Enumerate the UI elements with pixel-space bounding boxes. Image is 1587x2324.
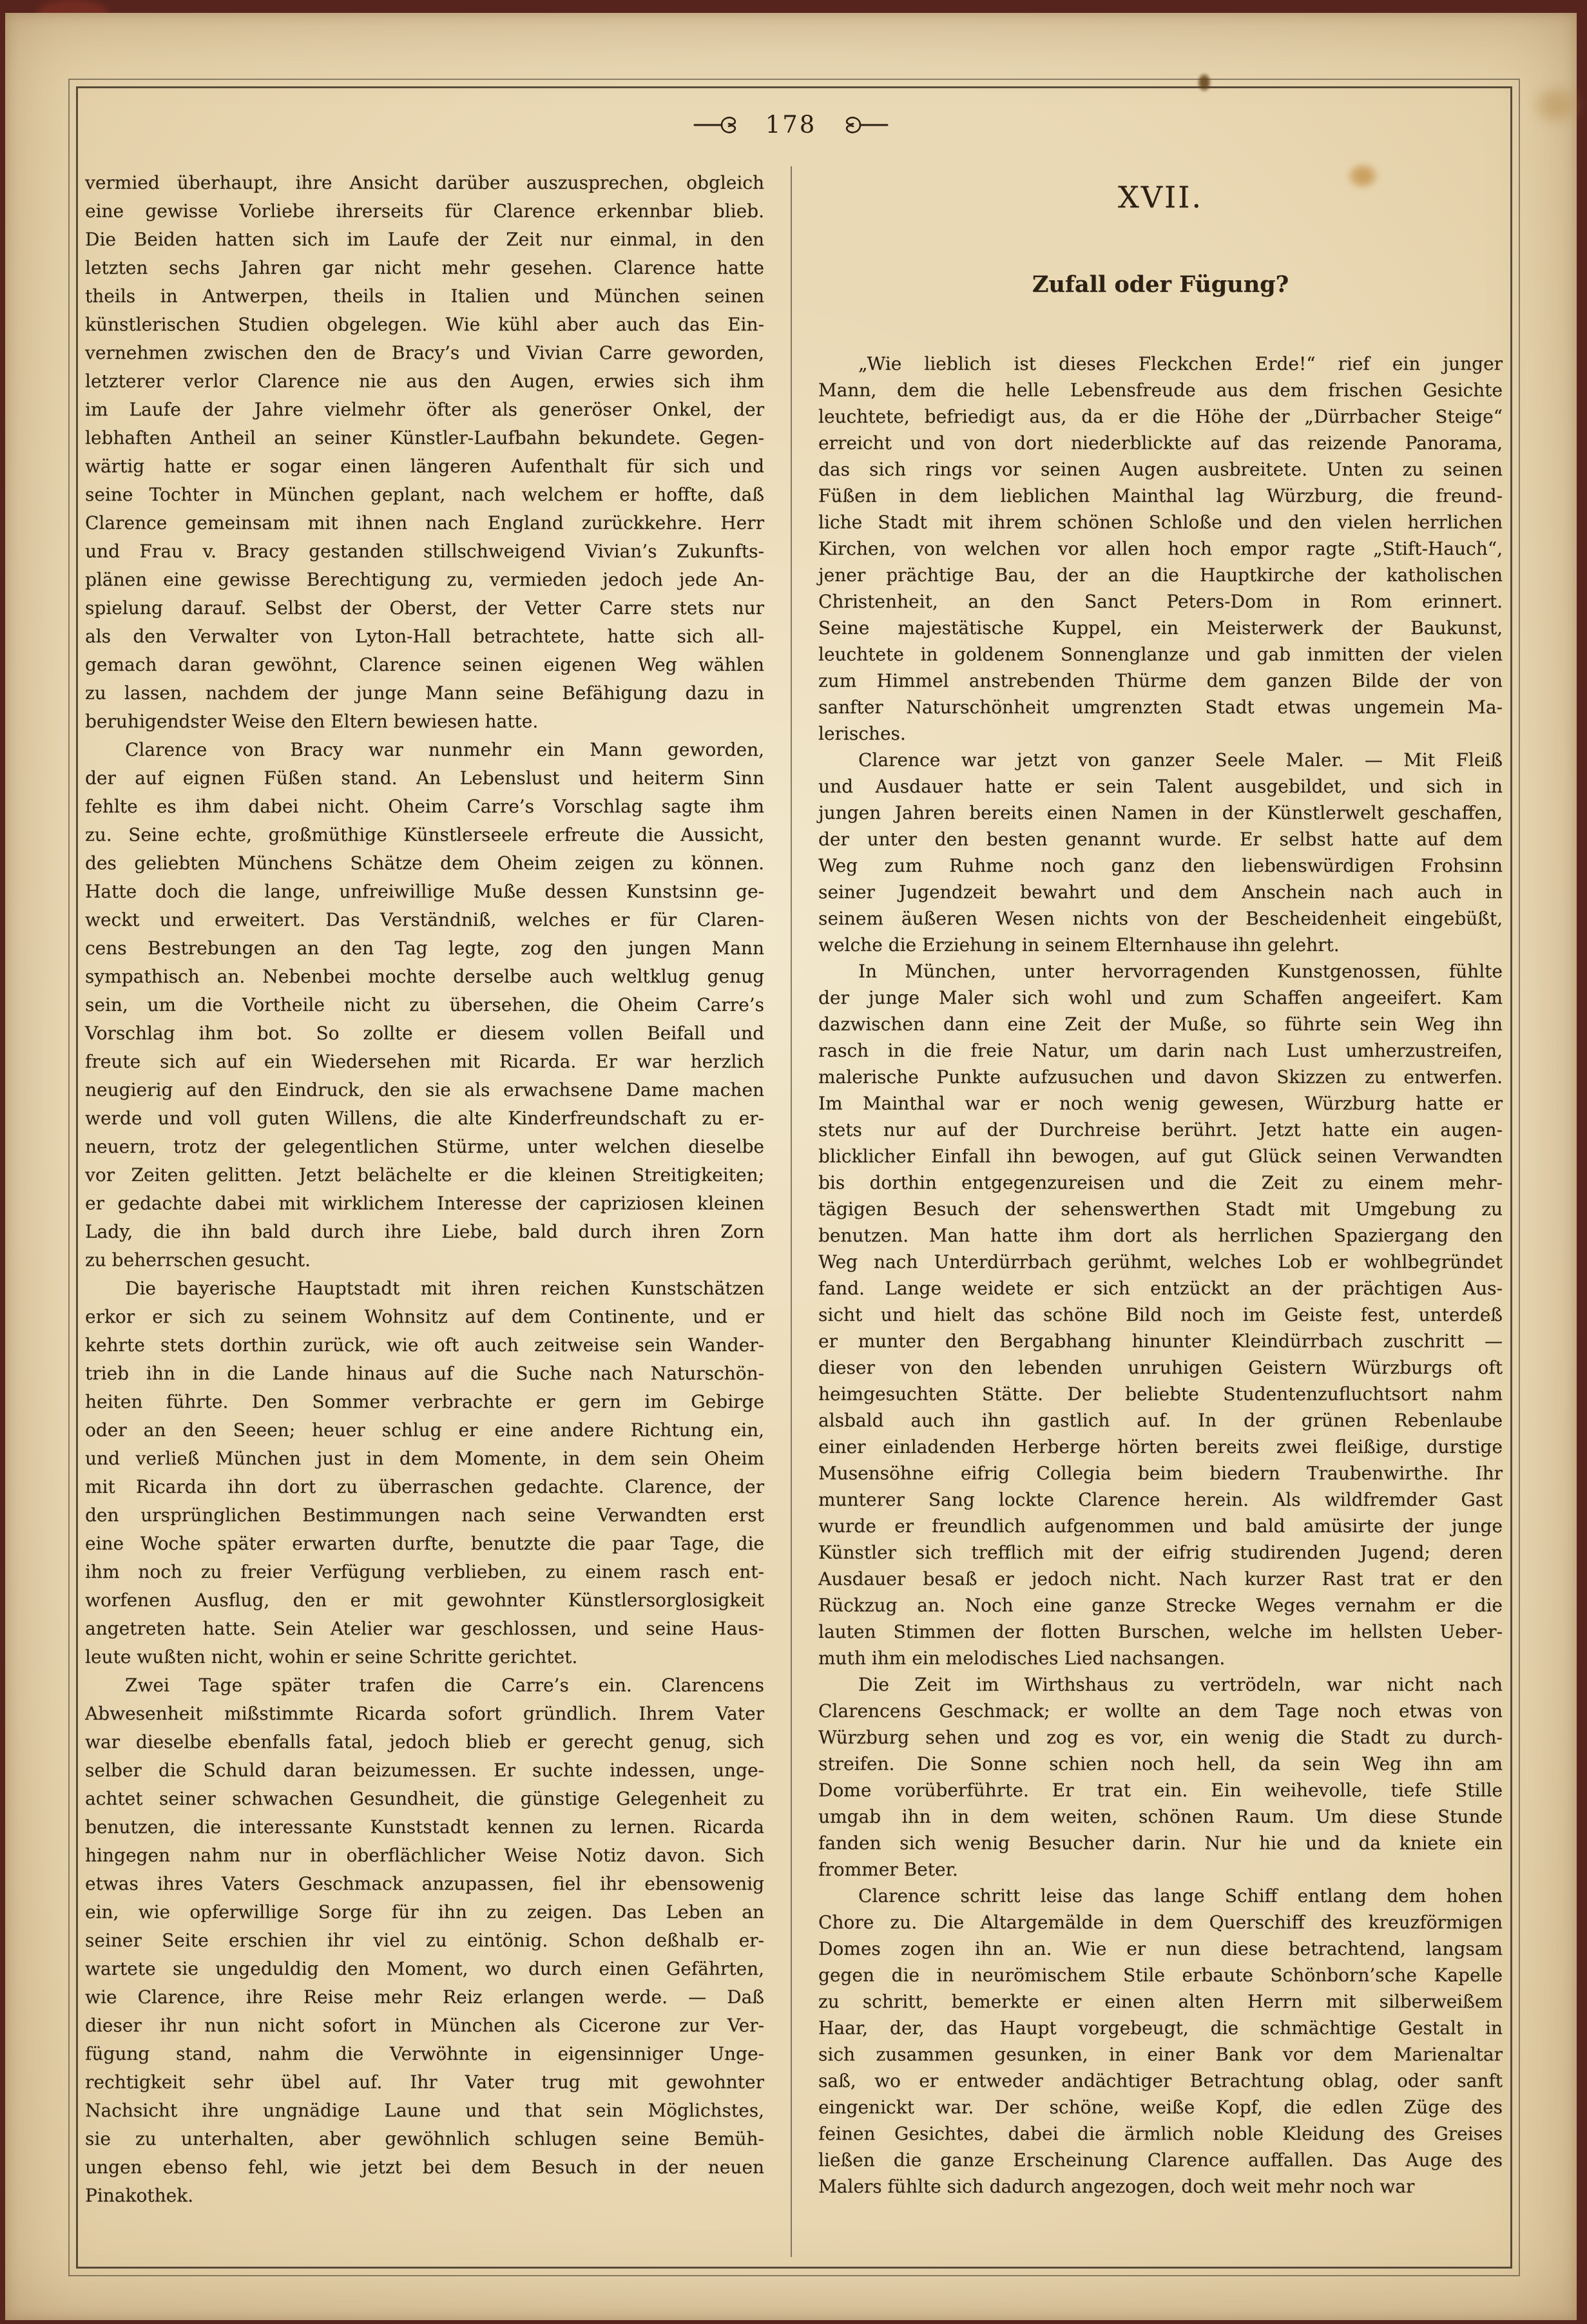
text-line: theils in Antwerpen, theils in Italien und München seinen — [85, 285, 764, 307]
text-line: zu lassen, nachdem der junge Mann seine Befähigung dazu in — [85, 682, 764, 704]
paragraph — [818, 1671, 1503, 1883]
text-line: Weg nach Unterdürrbach gerühmt, welches Lob er wohlbegründet — [818, 1251, 1503, 1272]
text-line: dazwischen dann eine Zeit der Muße, so führte sein Weg ihn — [818, 1013, 1503, 1035]
text-line: Pinakothek. — [85, 2185, 194, 2206]
text-line: feinen Gesichtes, dabei die ärmlich noble Kleidung des Greises — [818, 2123, 1503, 2144]
text-line: saß, wo er entweder andächtiger Betrachtung oblag, oder sanft — [818, 2070, 1503, 2091]
text-line: Clarencens Geschmack; er wollte an dem Tage noch etwas von — [818, 1700, 1503, 1722]
text-line: sanfter Naturschönheit umgrenzten Stadt etwas ungemein Ma- — [818, 696, 1503, 718]
text-line: In München, unter hervorragenden Kunstgenossen, fühlte — [858, 961, 1503, 982]
text-line: Zwei Tage später trafen die Carre’s ein. Clarencens — [125, 1675, 764, 1696]
text-line: tägigen Besuch der sehenswerthen Stadt mit Umgebung zu — [818, 1198, 1503, 1220]
text-line: benutzen. Man hatte ihm dort als herrlichen Spaziergang den — [818, 1225, 1503, 1246]
text-line: letzten sechs Jahren gar nicht mehr gesehen. Clarence hatte — [85, 257, 764, 278]
text-line: trieb ihn in die Lande hinaus auf die Suche nach Naturschön- — [85, 1363, 764, 1384]
text-line: plänen eine gewisse Berechtigung zu, vermieden jedoch jede An- — [85, 569, 764, 590]
page-number: 178 — [765, 111, 817, 139]
text-line: des geliebten Münchens Schätze dem Oheim zeigen zu können. — [85, 852, 764, 874]
chapter-title: Zufall oder Fügung? — [1032, 271, 1289, 298]
text-line: und verließ München just in dem Momente, in dem sein Oheim — [85, 1448, 764, 1469]
text-line: gegen die in neurömischem Stile erbaute Schönborn’sche Kapelle — [818, 1964, 1503, 1986]
text-line: Rückzug an. Noch eine ganze Strecke Weges vernahm er die — [818, 1595, 1503, 1616]
text-line: Domes zogen ihn an. Wie er nun diese betrachtend, langsam — [818, 1938, 1503, 1959]
text-line: gemach daran gewöhnt, Clarence seinen eigenen Weg wählen — [85, 654, 764, 675]
text-line: dieser von den lebenden unruhigen Geistern Würzburgs oft — [818, 1357, 1503, 1378]
text-line: leuchtete, befriedigt aus, da er die Höhe der „Dürrbacher Steige“ — [818, 406, 1503, 427]
text-line: Haar, der, das Haupt vorgebeugt, die schmächtige Gestalt in — [818, 2017, 1503, 2039]
text-line: der auf eignen Füßen stand. An Lebenslust und heiterm Sinn — [85, 767, 764, 789]
text-line: rasch in die freie Natur, um darin nach Lust umherzustreifen, — [818, 1040, 1503, 1061]
text-line: freute sich auf ein Wiedersehen mit Ricarda. Er war herzlich — [85, 1051, 764, 1072]
text-line: Die Zeit im Wirthshaus zu vertrödeln, war nicht nach — [858, 1674, 1503, 1695]
text-line: Seine majestätische Kuppel, ein Meisterwerk der Baukunst, — [818, 617, 1503, 639]
text-line: ließen die ganze Erscheinung Clarence auffallen. Das Auge des — [818, 2149, 1503, 2171]
text-line: und Frau v. Bracy gestanden stillschweigend Vivian’s Zukunfts- — [85, 541, 764, 562]
text-line: muth ihm ein melodisches Lied nachsangen. — [818, 1647, 1226, 1669]
text-line: wärtig hatte er sogar einen längeren Aufenthalt für sich und — [85, 456, 764, 477]
text-line: Die bayerische Hauptstadt mit ihren reichen Kunstschätzen — [125, 1278, 764, 1299]
text-line: erreicht und von dort niederblickte auf das reizende Panorama, — [818, 432, 1503, 454]
text-line: wie Clarence, ihre Reise mehr Reiz erlangen werde. — Daß — [85, 1986, 764, 2008]
text-line: weckt und erweitert. Das Verständniß, welches er für Claren- — [85, 909, 764, 930]
text-line: zum Himmel anstrebenden Thürme dem ganzen Bilde der von — [818, 670, 1503, 691]
text-line: Abwesenheit mißstimmte Ricarda sofort gründlich. Ihrem Vater — [85, 1703, 764, 1724]
text-line: fehlte es ihm dabei nicht. Oheim Carre’s Vorschlag sagte ihm — [85, 796, 764, 817]
text-line: Clarence schritt leise das lange Schiff entlang dem hohen — [858, 1885, 1503, 1906]
paragraph — [85, 1274, 764, 1671]
text-line: Musensöhne eifrig Collegia beim biedern Traubenwirthe. Ihr — [818, 1463, 1503, 1484]
text-line: frommer Beter. — [818, 1859, 958, 1880]
text-line: leuchtete in goldenem Sonnenglanze und gab inmitten der vielen — [818, 644, 1503, 665]
text-line: er munter den Bergabhang hinunter Kleindürrbach zuschritt — — [818, 1330, 1503, 1352]
text-line: dieser ihr nun nicht sofort in München als Cicerone zur Ver- — [85, 2015, 764, 2036]
text-line: vor Zeiten gelitten. Jetzt belächelte er die kleinen Streitigkeiten; — [85, 1164, 764, 1186]
text-line: Die Beiden hatten sich im Laufe der Zeit nur einmal, in den — [85, 229, 764, 250]
text-line: oder an den Seeen; heuer schlug er eine andere Richtung ein, — [85, 1419, 764, 1441]
text-line: das sich rings vor seinen Augen ausbreitete. Unten zu seinen — [818, 459, 1503, 480]
text-line: fügung stand, nahm die Verwöhnte in eigensinniger Unge- — [85, 2043, 764, 2064]
text-line: alsbald auch ihn gastlich auf. In der grünen Rebenlaube — [818, 1410, 1503, 1431]
text-line: jungen Jahren bereits einen Namen in der Künstlerwelt geschaffen, — [818, 802, 1503, 823]
text-line: Ausdauer besaß er jedoch nicht. Nach kurzer Rast trat er den — [818, 1568, 1503, 1589]
text-line: eine gewisse Vorliebe ihrerseits für Clarence erkennbar blieb. — [85, 200, 764, 222]
text-line: beruhigendster Weise den Eltern bewiesen hatte. — [85, 711, 539, 732]
text-line: Künstler sich trefflich mit der eifrig studirenden Jugend; deren — [818, 1542, 1503, 1563]
text-line: benutzen, die interessante Kunststadt kennen zu lernen. Ricarda — [85, 1816, 764, 1838]
text-line: sicht und hielt das schöne Bild noch im Geiste fest, unterdeß — [818, 1304, 1503, 1325]
text-line: Christenheit, an den Sanct Peters-Dom in Rom erinnert. — [818, 591, 1503, 612]
text-line: und Ausdauer hatte er sein Talent ausgebildet, und sich in — [818, 776, 1503, 797]
text-line: wurde er freundlich aufgenommen und bald amüsirte der junge — [818, 1515, 1503, 1537]
text-line: der junge Maler sich wohl und zum Schaffen angeeifert. Kam — [818, 987, 1503, 1008]
text-line: Malers fühlte sich dadurch angezogen, doch weit mehr noch war — [818, 2176, 1415, 2197]
text-line: stets nur auf der Durchreise berührt. Jetzt hatte ein augen- — [818, 1119, 1503, 1140]
text-line: lauten Stimmen der flotten Burschen, welche im hellsten Ueber- — [818, 1621, 1503, 1642]
left-column — [85, 169, 764, 2210]
paragraph — [85, 736, 764, 1274]
column-divider — [791, 166, 792, 2257]
paragraph — [818, 1883, 1503, 2200]
text-line: cens Bestrebungen an den Tag legte, zog den jungen Mann — [85, 937, 764, 959]
text-line: kehrte stets dorthin zurück, wie oft auch zeitweise sein Wander- — [85, 1334, 764, 1356]
text-line: als den Verwalter von Lyton-Hall betrachtete, hatte sich all- — [85, 626, 764, 647]
text-line: werde und voll guten Willens, die alte Kinderfreundschaft zu er- — [85, 1108, 764, 1129]
text-line: bis dorthin entgegenzureisen und die Zeit zu einem mehr- — [818, 1172, 1503, 1193]
text-line: letzterer verlor Clarence nie aus den Augen, erwies sich ihm — [85, 370, 764, 392]
text-line: munterer Sang lockte Clarence herein. Als wildfremder Gast — [818, 1489, 1503, 1510]
text-line: er gedachte dabei mit wirklichem Interesse der capriziosen kleinen — [85, 1193, 764, 1214]
text-line: hingegen nahm nur in oberflächlicher Weise Notiz davon. Sich — [85, 1845, 764, 1866]
text-line: „Wie lieblich ist dieses Fleckchen Erde!“ rief ein junger — [858, 353, 1503, 374]
text-line: erkor er sich zu seinem Wohnsitz auf dem Continente, und er — [85, 1306, 764, 1327]
text-line: ihm noch zu freier Verfügung verblieben, zu einem rasch ent- — [85, 1561, 764, 1582]
text-line: Clarence war jetzt von ganzer Seele Maler. — Mit Fleiß — [858, 749, 1503, 771]
paragraph — [818, 958, 1503, 1671]
text-line: Lady, die ihn bald durch ihre Liebe, bald durch ihren Zorn — [85, 1221, 764, 1242]
text-line: seine Tochter in München geplant, nach welchem er hoffte, daß — [85, 484, 764, 505]
text-line: Clarence von Bracy war nunmehr ein Mann geworden, — [125, 739, 764, 760]
text-line: rechtigkeit sehr übel auf. Ihr Vater trug mit gewohnter — [85, 2071, 764, 2093]
text-line: eine Woche später erwarten durfte, benutzte die paar Tage, die — [85, 1533, 764, 1554]
text-line: zu. Seine echte, großmüthige Künstlerseele erfreute die Aussicht, — [85, 824, 764, 845]
text-line: Mann, dem die helle Lebensfreude aus dem frischen Gesichte — [818, 379, 1503, 401]
header-ornament-right-icon — [833, 115, 889, 135]
text-line: sie zu unterhalten, aber gewöhnlich schlugen seine Bemüh- — [85, 2128, 764, 2149]
text-line: zu schritt, bemerkte er einen alten Herrn mit silberweißem — [818, 1991, 1503, 2012]
text-line: fanden sich wenig Besucher darin. Nur hie und da kniete ein — [818, 1832, 1503, 1854]
text-line: Würzburg sehen und zog es vor, ein wenig die Stadt zu durch- — [818, 1727, 1503, 1748]
text-line: vernehmen zwischen den de Bracy’s und Vivian Carre geworden, — [85, 342, 764, 363]
page-header — [5, 111, 1577, 139]
text-line: streifen. Die Sonne schien noch hell, da sein Weg ihn am — [818, 1753, 1503, 1774]
foxing-spot — [1197, 73, 1211, 92]
paragraph — [85, 1671, 764, 2210]
text-line: eingenickt war. Der schöne, weiße Kopf, die edlen Züge des — [818, 2097, 1503, 2118]
text-line: Dome vorüberführte. Er trat ein. Ein weihevolle, tiefe Stille — [818, 1780, 1503, 1801]
text-line: lebhaften Antheil an seiner Künstler-Laufbahn bekundete. Gegen- — [85, 427, 764, 448]
chapter-body — [818, 351, 1503, 2200]
text-line: selber die Schuld daran beizumessen. Er suchte indessen, unge- — [85, 1760, 764, 1781]
text-line: den ursprünglichen Bestimmungen nach seine Verwandten erst — [85, 1504, 764, 1526]
book-page — [5, 13, 1577, 2320]
text-line: war dieselbe ebenfalls fatal, jedoch blieb er gerecht genug, sich — [85, 1731, 764, 1753]
text-line: lerisches. — [818, 723, 906, 744]
text-line: der unter den besten genannt wurde. Er selbst hatte auf dem — [818, 829, 1503, 850]
text-line: Füßen in dem lieblichen Mainthal lag Würzburg, die freund- — [818, 485, 1503, 506]
text-line: spielung darauf. Selbst der Oberst, der Vetter Carre stets nur — [85, 597, 764, 619]
text-line: achtet seiner schwachen Gesundheit, die günstige Gelegenheit zu — [85, 1788, 764, 1809]
text-line: heiten führte. Den Sommer verbrachte er gern im Gebirge — [85, 1391, 764, 1412]
text-line: ein, wie opferwillige Sorge für ihn zu zeigen. Das Leben an — [85, 1901, 764, 1923]
text-line: mit Ricarda ihn dort zu überraschen gedachte. Clarence, der — [85, 1476, 764, 1497]
text-line: einer einladenden Herberge hörten bereits zwei fleißige, durstige — [818, 1436, 1503, 1457]
text-line: heimgesuchten Stätte. Der beliebte Studentenzufluchtsort nahm — [818, 1383, 1503, 1405]
text-line: künstlerischen Studien obgelegen. Wie kühl aber auch das Ein- — [85, 314, 764, 335]
text-line: seiner Seite erschien ihr viel zu eintönig. Schon deßhalb er- — [85, 1930, 764, 1951]
chapter-number: XVII. — [1118, 180, 1203, 215]
text-line: Weg zum Ruhme noch ganz den liebenswürdigen Frohsinn — [818, 855, 1503, 876]
text-line: malerische Punkte aufzusuchen und davon Skizzen zu entwerfen. — [818, 1066, 1503, 1088]
text-line: Clarence gemeinsam mit ihnen nach England zurückkehre. Herr — [85, 512, 764, 533]
right-column — [818, 169, 1503, 2200]
header-ornament-left-icon — [693, 115, 749, 135]
text-line: Hatte doch die lange, unfreiwillige Muße dessen Kunstsinn ge- — [85, 881, 764, 902]
text-line: worfenen Ausflug, den er mit gewohnter Künstlersorglosigkeit — [85, 1589, 764, 1611]
text-line: seiner Jugendzeit bewahrt und dem Anschein nach auch in — [818, 881, 1503, 903]
text-line: Chore zu. Die Altargemälde in dem Querschiff des kreuzförmigen — [818, 1912, 1503, 1933]
text-line: seinem äußeren Wesen nichts von der Bescheidenheit eingebüßt, — [818, 908, 1503, 929]
text-line: Im Mainthal war er noch wenig gewesen, Würzburg hatte er — [818, 1093, 1503, 1114]
text-line: sich zusammen gesunken, in einer Bank vor dem Marienaltar — [818, 2044, 1503, 2065]
text-line: sympathisch an. Nebenbei mochte derselbe auch weltklug genug — [85, 966, 764, 987]
text-line: wartete sie ungeduldig den Moment, wo durch einen Gefährten, — [85, 1958, 764, 1979]
text-line: etwas ihres Vaters Geschmack anzupassen, fiel ihr ebensowenig — [85, 1873, 764, 1894]
text-line: Vorschlag ihm bot. So zollte er diesem vollen Beifall und — [85, 1023, 764, 1044]
text-line: ungen ebenso fehl, wie jetzt bei dem Besuch in der neuen — [85, 2156, 764, 2178]
text-line: leute wußten nicht, wohin er seine Schritte gerichtet. — [85, 1646, 578, 1667]
text-line: neuern, trotz der gelegentlichen Stürme, unter welchen dieselbe — [85, 1136, 764, 1157]
text-line: jener prächtige Bau, der an die Hauptkirche der katholischen — [818, 564, 1503, 586]
text-line: welche die Erziehung in seinem Elternhause ihn gelehrt. — [818, 934, 1340, 956]
text-line: umgab ihn in dem weiten, schönen Raum. Um diese Stunde — [818, 1806, 1503, 1827]
text-line: im Laufe der Jahre vielmehr öfter als generöser Onkel, der — [85, 399, 764, 420]
text-line: zu beherrschen gesucht. — [85, 1249, 311, 1271]
paragraph — [818, 351, 1503, 747]
text-line: angetreten hatte. Sein Atelier war geschlossen, und seine Haus- — [85, 1618, 764, 1639]
text-line: fand. Lange weidete er sich entzückt an der prächtigen Aus- — [818, 1278, 1503, 1299]
paragraph — [818, 747, 1503, 958]
text-line: neugierig auf den Eindruck, den sie als erwachsene Dame machen — [85, 1079, 764, 1100]
text-line: Kirchen, von welchen vor allen hoch empor ragte „Stift-Hauch“, — [818, 538, 1503, 559]
text-line: liche Stadt mit ihrem schönen Schloße und den vielen herrlichen — [818, 512, 1503, 533]
text-line: Nachsicht ihre ungnädige Laune und that sein Möglichstes, — [85, 2100, 764, 2121]
text-line: sein, um die Vortheile nicht zu übersehen, die Oheim Carre’s — [85, 994, 764, 1015]
paragraph — [85, 169, 764, 736]
text-line: vermied überhaupt, ihre Ansicht darüber auszusprechen, obgleich — [85, 172, 764, 193]
text-line: blicklicher Einfall ihn bewogen, auf gut Glück seinen Verwandten — [818, 1146, 1503, 1167]
